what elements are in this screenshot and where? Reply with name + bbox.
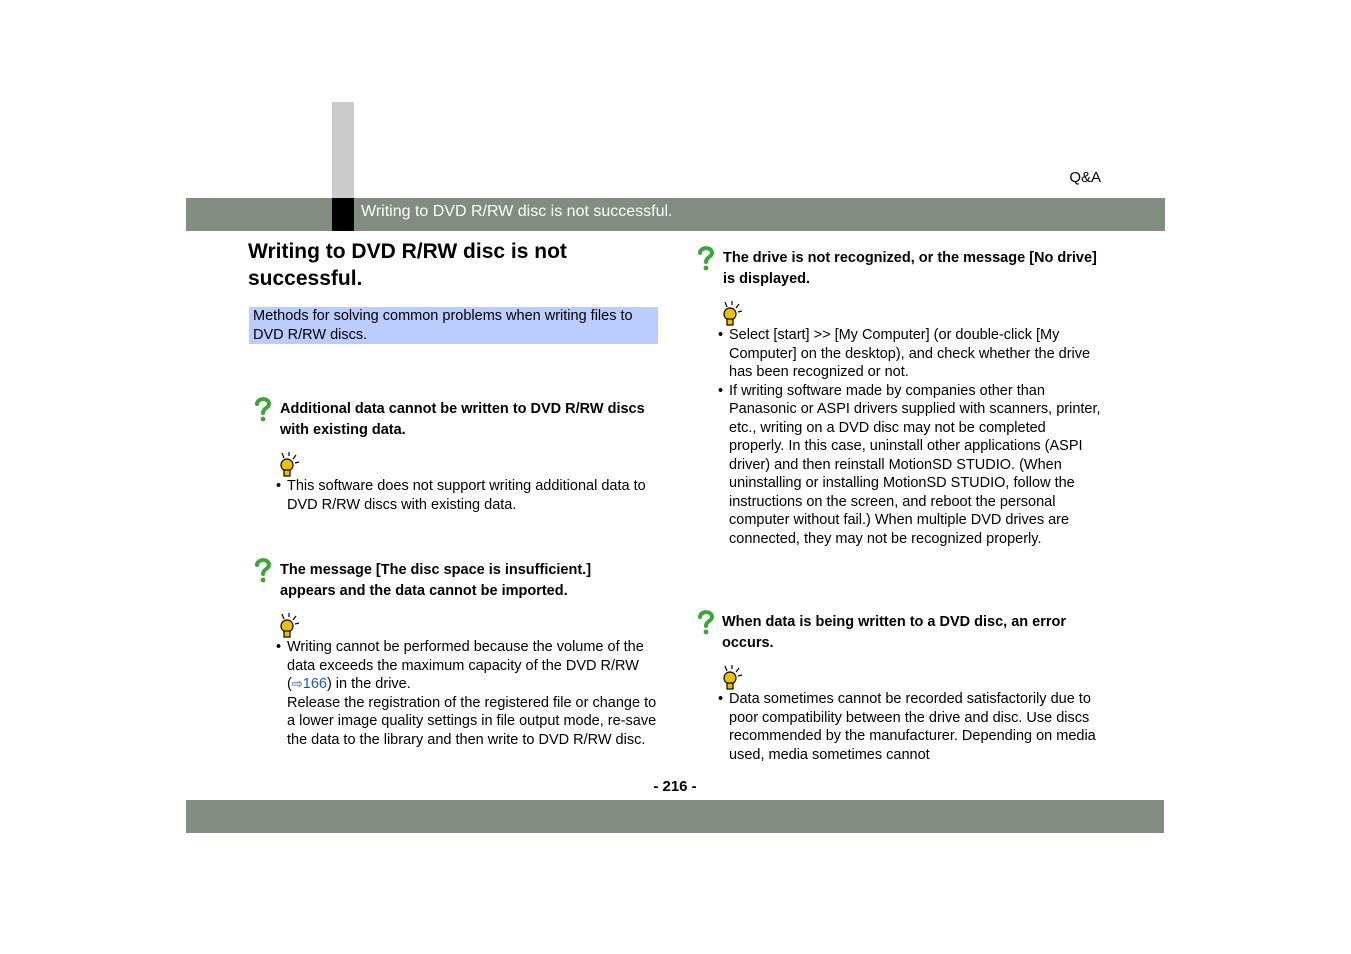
- answer-list: [276, 477, 661, 514]
- header-title: Writing to DVD R/RW disc is not successful.: [361, 203, 673, 220]
- answer-list: [276, 638, 661, 749]
- question-mark-icon: [253, 557, 273, 583]
- answer-list: [718, 690, 1103, 764]
- section-tab-marker: [332, 102, 354, 198]
- answer-text: Release the registration of the registered file or change to a lower image quality settings in file output mode, re-save the data to the library and then write to DVD R/RW disc.: [287, 694, 657, 748]
- header-bar-marker: [332, 198, 354, 231]
- question-mark-icon: [696, 609, 716, 635]
- question-title: The drive is not recognized, or the message [No drive] is displayed.: [723, 250, 1097, 287]
- answer-text: Writing cannot be performed because the volume of the data exceeds the maximum capacity of the DVD R/RW (: [287, 639, 644, 692]
- answer-item: • Select [start] >> [My Computer] (or double-click [My Computer] on the desktop), and check whether the drive has been recognized or not.: [718, 326, 1103, 382]
- question-title: The message [The disc space is insufficient.] appears and the data cannot be imported.: [280, 562, 592, 599]
- lightbulb-icon: [278, 452, 300, 478]
- question-mark-icon: [696, 245, 716, 271]
- answer-list: [718, 326, 1103, 548]
- question-title: When data is being written to a DVD disc, an error occurs.: [722, 614, 1067, 651]
- summary-box: [249, 307, 658, 344]
- answer-text: ) in the drive.: [326, 676, 411, 692]
- question-title: Additional data cannot be written to DVD R/RW discs with existing data.: [280, 401, 645, 438]
- answer-item: • Data sometimes cannot be recorded satisfactorily due to poor compatibility between the drive and disc. Use discs recommended by the manufacturer. Depending on media used, media sometimes cannot: [718, 690, 1103, 764]
- summary-text: Methods for solving common problems when writing files to DVD R/RW discs.: [253, 308, 633, 343]
- answer-item: • This software does not support writing additional data to DVD R/RW discs with existing data.: [276, 477, 661, 514]
- page-link[interactable]: 166: [302, 676, 327, 692]
- lightbulb-icon: [721, 301, 743, 327]
- question-mark-icon: [253, 396, 273, 422]
- answer-item: • If writing software made by companies other than Panasonic or ASPI drivers supplied with scanners, printer, etc., writing on a DVD disc may not be completed properly. In this case, uninstall other applications (ASPI driver) and then reinstall MotionSD STUDIO. (When uninstalling or installing MotionSD STUDIO, follow the instructions on the screen, and reboot the personal computer without fail.) When multiple DVD drives are connected, they may not be recognized properly.: [718, 382, 1103, 549]
- page-title: Writing to DVD R/RW disc is not successful.: [248, 240, 567, 290]
- answer-item: [276, 638, 661, 749]
- lightbulb-icon: [278, 613, 300, 639]
- arrow-right-icon: ⇨: [291, 676, 303, 691]
- footer-bar: [186, 800, 1164, 833]
- section-label: Q&A: [1069, 169, 1101, 186]
- lightbulb-icon: [721, 665, 743, 691]
- page-number: - 216 -: [653, 778, 697, 795]
